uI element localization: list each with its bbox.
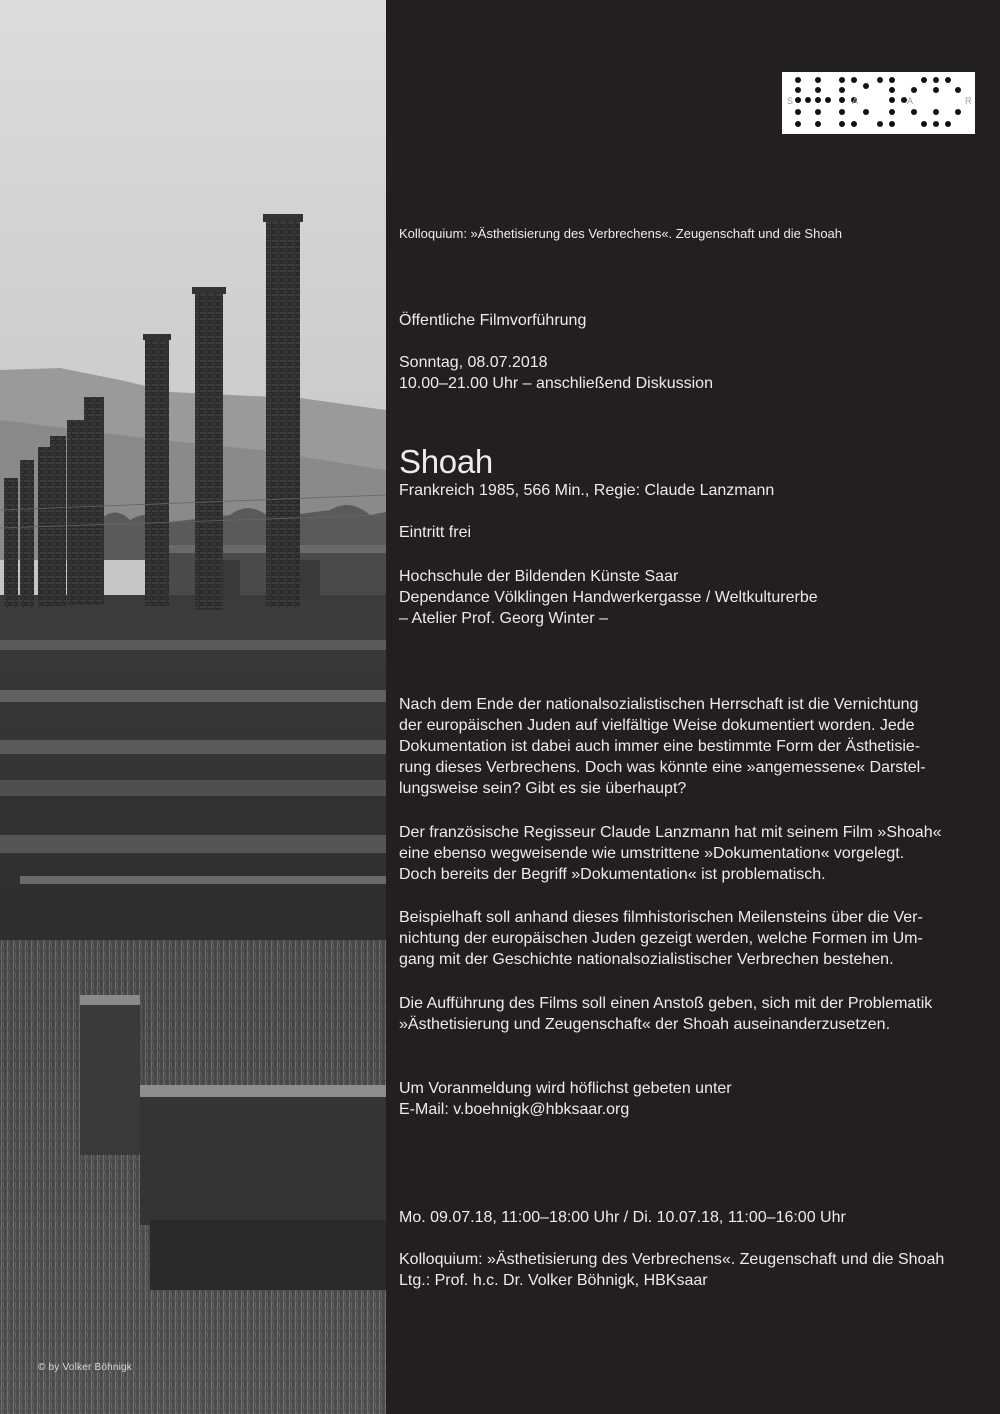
paragraph-2-line: eine ebenso wegweisende wie umstrittene »Dokumentation« vorgelegt. xyxy=(399,845,905,862)
admission: Eintritt frei xyxy=(399,524,472,541)
venue-line-1: Hochschule der Bildenden Künste Saar xyxy=(399,568,679,585)
film-info: Frankreich 1985, 566 Min., Regie: Claude Lanzmann xyxy=(399,482,775,499)
svg-text:R: R xyxy=(965,96,973,106)
paragraph-1-line: der europäischen Juden auf vielfältige Weise dokumentiert worden. Jede xyxy=(399,717,915,734)
photo-credit: © by Volker Böhnigk xyxy=(38,1362,132,1373)
paragraph-2-line: Doch bereits der Begriff »Dokumentation« ist problematisch. xyxy=(399,866,826,883)
colloquium-dates: Mo. 09.07.18, 11:00–18:00 Uhr / Di. 10.07.18, 11:00–16:00 Uhr xyxy=(399,1209,846,1226)
screening-date: Sonntag, 08.07.2018 xyxy=(399,354,548,371)
paragraph-2 xyxy=(399,822,989,885)
paragraph-3-line: gang mit der Geschichte nationalsozialistischer Verbrechen bestehen. xyxy=(399,951,894,968)
svg-text:A: A xyxy=(907,96,915,106)
colloquium-title: Kolloquium: »Ästhetisierung des Verbrechens«. Zeugenschaft und die Shoah xyxy=(399,1251,945,1268)
paragraph-1-line: Dokumentation ist dabei auch immer eine bestimmte Form der Ästhetisie- xyxy=(399,738,921,755)
paragraph-3-line: Beispielhaft soll anhand dieses filmhistorischen Meilensteins über die Ver- xyxy=(399,909,923,926)
venue-line-3: – Atelier Prof. Georg Winter – xyxy=(399,610,608,627)
paragraph-1-line: Nach dem Ende der nationalsozialistischen Herrschaft ist die Vernichtung xyxy=(399,696,919,713)
colloquium-lead: Ltg.: Prof. h.c. Dr. Volker Böhnigk, HBKsaar xyxy=(399,1272,708,1289)
registration-note: Um Voranmeldung wird höflichst gebeten unter xyxy=(399,1080,732,1097)
hbk-saar-logo xyxy=(782,72,975,134)
svg-text:A: A xyxy=(852,96,860,106)
paragraph-4-line: Die Aufführung des Films soll einen Anstoß geben, sich mit der Problematik xyxy=(399,995,933,1012)
venue-line-2: Dependance Völklingen Handwerkergasse / Weltkulturerbe xyxy=(399,589,818,606)
paragraph-1-line: rung dieses Verbrechens. Doch was könnte eine »angemessene« Darstel- xyxy=(399,759,926,776)
paragraph-4 xyxy=(399,993,989,1035)
camp-chimneys-photo xyxy=(0,0,386,1414)
paragraph-1-line: lungsweise sein? Gibt es sie überhaupt? xyxy=(399,780,687,797)
info-panel xyxy=(386,0,1000,1414)
svg-text:S: S xyxy=(787,96,795,106)
paragraph-3 xyxy=(399,907,989,970)
screening-label: Öffentliche Filmvorführung xyxy=(399,312,587,329)
event-subtitle: Kolloquium: »Ästhetisierung des Verbrechens«. Zeugenschaft und die Shoah xyxy=(399,226,843,241)
screening-time: 10.00–21.00 Uhr – anschließend Diskussion xyxy=(399,375,713,392)
paragraph-1 xyxy=(399,694,989,799)
film-title: Shoah xyxy=(399,443,493,480)
paragraph-3-line: nichtung der europäischen Juden gezeigt werden, welche Formen im Um- xyxy=(399,930,923,947)
paragraph-4-line: »Ästhetisierung und Zeugenschaft« der Shoah auseinanderzusetzen. xyxy=(399,1016,891,1033)
registration-email[interactable]: E-Mail: v.boehnigk@hbksaar.org xyxy=(399,1101,630,1118)
paragraph-2-line: Der französische Regisseur Claude Lanzmann hat mit seinem Film »Shoah« xyxy=(399,824,942,841)
